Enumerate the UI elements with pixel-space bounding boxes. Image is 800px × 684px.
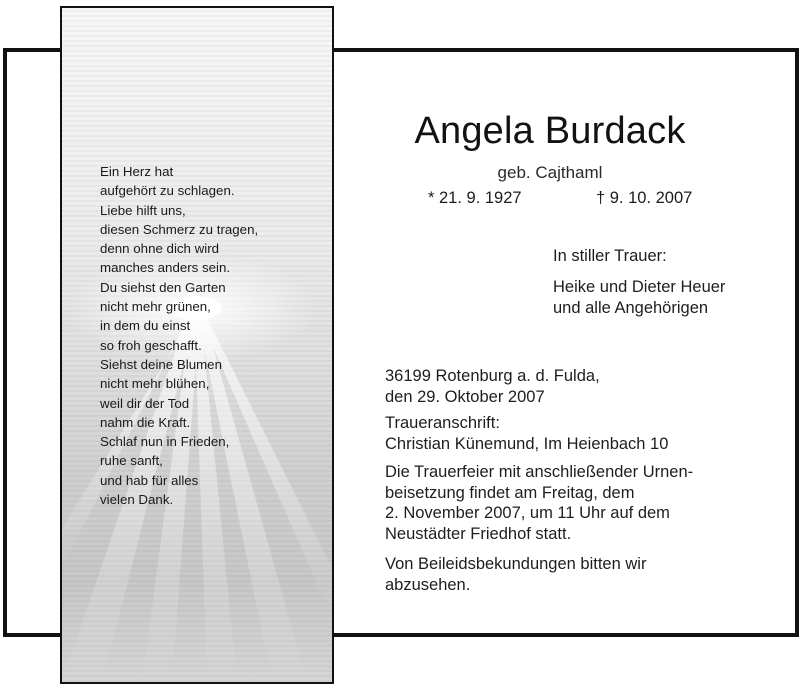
note-line: abzusehen.: [385, 575, 471, 594]
ceremony-line: Neustädter Friedhof statt.: [385, 524, 572, 543]
poem-line: und hab für alles: [100, 472, 199, 488]
condolence-note: [385, 554, 646, 595]
ceremony-line: beisetzung findet am Freitag, dem: [385, 483, 635, 502]
poem-line: diesen Schmerz zu tragen,: [100, 221, 259, 237]
address-label: Traueranschrift:: [385, 414, 500, 432]
mourners-list: [553, 277, 725, 318]
poem-line: aufgehört zu schlagen.: [100, 183, 235, 199]
poem: [100, 162, 258, 509]
mourners-heading: In stiller Trauer:: [553, 247, 667, 265]
poem-line: in dem du einst: [100, 318, 191, 334]
poem-line: nahm die Kraft.: [100, 414, 191, 430]
poem-line: denn ohne dich wird: [100, 241, 220, 257]
photo-panel: [60, 6, 334, 684]
poem-line: vielen Dank.: [100, 492, 174, 508]
poem-line: ruhe sanft,: [100, 453, 163, 469]
ceremony-line: 2. November 2007, um 11 Uhr auf dem: [385, 504, 670, 522]
place-date: [385, 366, 600, 407]
poem-line: manches anders sein.: [100, 260, 231, 276]
poem-line: weil dir der Tod: [100, 395, 190, 411]
address-line: Christian Künemund, Im Heienbach 10: [385, 434, 669, 453]
poem-line: Liebe hilft uns,: [100, 202, 186, 218]
poem-line: so froh geschafft.: [100, 337, 202, 353]
place-line: 36199 Rotenburg a. d. Fulda,: [385, 367, 600, 385]
ceremony-info: [385, 462, 693, 544]
deceased-name: Angela Burdack: [414, 110, 686, 152]
poem-line: Du siehst den Garten: [100, 279, 226, 295]
poem-line: nicht mehr grünen,: [100, 299, 211, 315]
poem-line: Schlaf nun in Frieden,: [100, 434, 230, 450]
mourner-line: Heike und Dieter Heuer: [553, 278, 726, 296]
mourner-line: und alle Angehörigen: [553, 298, 709, 317]
note-line: Von Beileidsbekundungen bitten wir: [385, 555, 647, 573]
birth-date: * 21. 9. 1927: [428, 189, 522, 207]
poem-line: Siehst deine Blumen: [100, 356, 222, 372]
ceremony-line: Die Trauerfeier mit anschließender Urnen-: [385, 463, 694, 481]
maiden-name: geb. Cajthaml: [497, 163, 603, 182]
date-line: den 29. Oktober 2007: [385, 387, 545, 406]
poem-line: nicht mehr blühen,: [100, 376, 210, 392]
death-date: † 9. 10. 2007: [596, 189, 693, 207]
mourning-address: [385, 413, 668, 454]
poem-line: Ein Herz hat: [100, 164, 174, 179]
